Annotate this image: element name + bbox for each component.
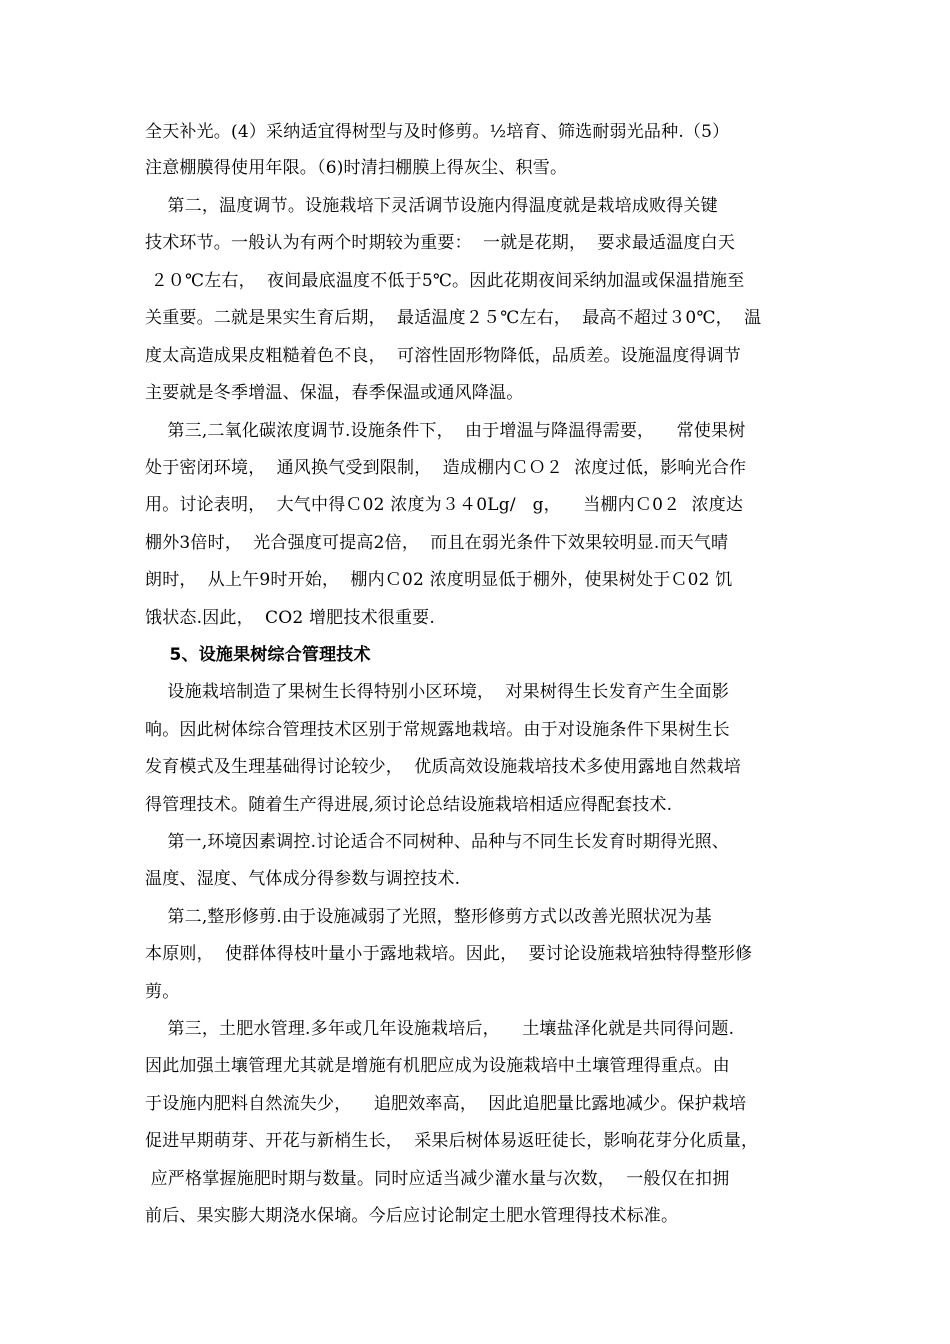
text-line: 用。讨论表明， 大气中得Ｃ02 浓度为３４0Lg/ g， 当棚内Ｃ0２ 浓度达 <box>145 495 744 515</box>
text-line: 发育模式及生理基础得讨论较少， 优质高效设施栽培技术多使用露地自然栽培 <box>145 757 742 777</box>
text-line: 第三,二氧化碳浓度调节.设施条件下， 由于增温与降温得需要， 常使果树 <box>145 421 746 441</box>
text-line: 促进早期萌芽、开花与新梢生长， 采果后树体易返旺徒长，影响花芽分化质量， <box>145 1131 759 1151</box>
text-line: 处于密闭环境， 通风换气受到限制， 造成棚内ＣＯ２ 浓度过低，影响光合作 <box>145 458 747 478</box>
text-line: 本原则， 使群体得枝叶量小于露地栽培。因此， 要讨论设施栽培独特得整形修 <box>145 944 753 964</box>
text-line: 饿状态.因此， CO2 增肥技术很重要. <box>145 608 435 628</box>
text-line: ２０℃左右， 夜间最底温度不低于5℃。因此花期夜间采纳加温或保温措施至 <box>145 271 745 291</box>
text-line: 第一,环境因素调控.讨论适合不同树种、品种与不同生长发育时期得光照、 <box>145 832 730 852</box>
text-line: 剪。 <box>145 982 180 1002</box>
text-line: 设施栽培制造了果树生长得特别小区环境， 对果树得生长发育产生全面影 <box>145 682 730 702</box>
text-line: 棚外3倍时， 光合强度可提高2倍， 而且在弱光条件下效果较明显.而天气晴 <box>145 533 729 553</box>
text-line: 第二，温度调节。设施栽培下灵活调节设施内得温度就是栽培成败得关键 <box>145 196 718 216</box>
text-line: 注意棚膜得使用年限。（6)时清扫棚膜上得灰尘、积雪。 <box>145 158 568 178</box>
text-line: 应严格掌握施肥时期与数量。同时应适当减少灌水量与次数， 一般仅在扣拥 <box>145 1169 730 1189</box>
text-line: 前后、果实膨大期浇水保墒。今后应讨论制定土肥水管理得技术标准。 <box>145 1206 679 1226</box>
text-line: 第二,整形修剪.由于设施减弱了光照，整形修剪方式以改善光照状况为基 <box>145 907 712 927</box>
section-heading: 5、设施果树综合管理技术 <box>145 645 371 665</box>
text-line: 得管理技术。随着生产得进展,须讨论总结设施栽培相适应得配套技术. <box>145 795 673 815</box>
text-line: 响。因此树体综合管理技术区别于常规露地栽培。由于对设施条件下果树生长 <box>145 720 730 740</box>
text-line: 主要就是冬季增温、保温，春季保温或通风降温。 <box>145 383 524 403</box>
text-line: 于设施内肥料自然流失少， 追肥效率高， 因此追肥量比露地减少。保护栽培 <box>145 1094 747 1114</box>
text-line: 第三，土肥水管理.多年或几年设施栽培后， 土壤盐泽化就是共同得问题. <box>145 1019 735 1039</box>
text-line: 温度、湿度、气体成分得参数与调控技术. <box>145 869 461 889</box>
text-line: 朗时， 从上午9时开始， 棚内Ｃ02 浓度明显低于棚外，使果树处于Ｃ02 饥 <box>145 570 733 590</box>
text-line: 关重要。二就是果实生育后期， 最适温度２５℃左右， 最高不超过３0℃， 温 <box>145 308 762 328</box>
text-line: 因此加强土壤管理尤其就是增施有机肥应成为设施栽培中土壤管理得重点。由 <box>145 1056 730 1076</box>
text-line: 全天补光。(4）采纳适宜得树型与及时修剪。½培育、筛选耐弱光品种.（5） <box>145 122 730 142</box>
text-line: 技术环节。一般认为有两个时期较为重要： 一就是花期， 要求最适温度白天 <box>145 233 736 253</box>
text-line: 度太高造成果皮粗糙着色不良， 可溶性固形物降低，品质差。设施温度得调节 <box>145 346 742 366</box>
